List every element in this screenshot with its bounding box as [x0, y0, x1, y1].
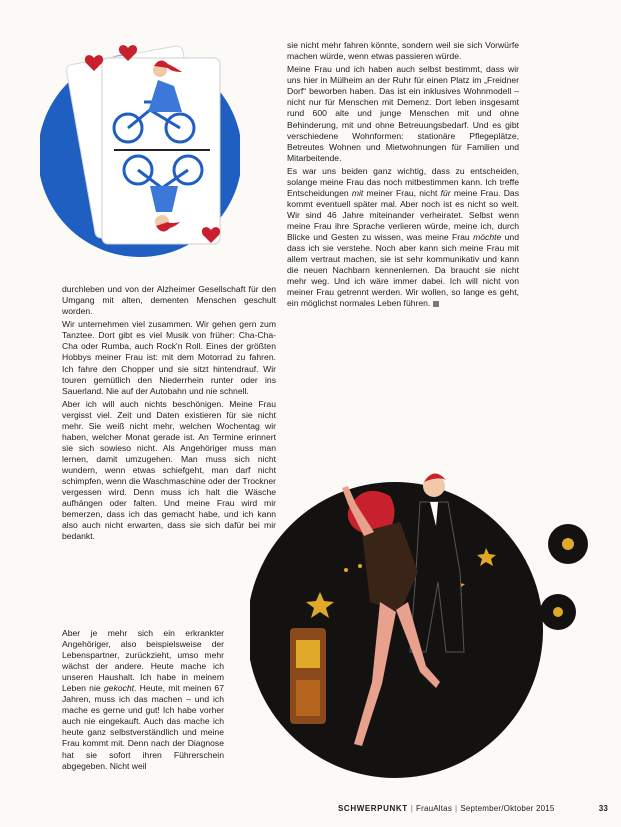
- paragraph-text: Aber je mehr sich ein erkrankter Angehöriger, also beispielsweise der Lebenspartner, zurückzieht, umso mehr wächst der andere. Heute mache ich unseren Haushalt. Ich habe in meinem Leben nie: [62, 628, 224, 694]
- end-of-article-mark: [433, 301, 439, 307]
- emphasis-text: mit: [351, 187, 364, 198]
- paragraph: Meine Frau und ich haben auch selbst bestimmt, dass wir uns hier in Mülheim an der Ruhr für einen Platz im „Freidner Dorf“ beworben haben. Das ist ein inklusives Wohnmodell – nicht nur für Menschen mit Demenz. Dort leben insgesamt rund 600 alte und junge Menschen mit und ohne Behinderung, mit und ohne Betreuungsbedarf. Und es gibt verschiedene Wohnformen: stationäre Pflegeplätze, Betreutes Wohnen und Mietwohnungen für Familien und Mitarbeitende.: [287, 64, 519, 163]
- article-column-right: [287, 40, 519, 312]
- emphasis-text: gekocht: [103, 683, 135, 694]
- page-number: 33: [598, 804, 608, 813]
- paragraph-text: . Heute, mit meinen 67 Jahren, muss ich das machen – und ich mache es gerne und gut! Ich habe vorher auch nie eingekauft. Auch das mache ich heute ganz selbstverständlich und meine Frau kommt mit. Denn nach der Diagnose hat sie sofort ihren Führerschein abgegeben. Nicht weil: [62, 683, 224, 771]
- dancing-couple-illustration: [250, 452, 610, 792]
- paragraph-text: und dass ich sie verstehe. Noch aber kann sich meine Frau mit allem vertraut machen, sie ist sehr kommunikativ und kann die neuen Nachbarn kennenlernen. Da braucht sie nicht mehr weg. Und ich wäre immer dabei. Ich will nicht von meiner Frau getrennt werden. Wir wollen, so lange es geht, ein möglichst normales Leben führen.: [287, 232, 519, 309]
- playing-card-illustration: [40, 40, 240, 270]
- magazine-name: FrauAltas: [416, 804, 453, 813]
- paragraph-text: meiner Frau, nicht: [363, 187, 441, 198]
- paragraph: Wir unternehmen viel zusammen. Wir gehen gern zum Tanztee. Dort gibt es viel Musik von früher: Cha-Cha-Cha oder Rumba, auch Rock'n Roll. Eines der größten Hobbys meiner Frau ist: mit dem Motorrad zu fahren. Ich fahre den Chopper und sie sitzt hintendrauf. Wir touren gemütlich den Niederrhein runter oder ins Sauerland. Nie auf der Autobahn und nie schnell.: [62, 319, 276, 396]
- paragraph: [287, 166, 519, 310]
- star-dot-shape: [358, 564, 362, 568]
- article-column-left: [62, 284, 276, 545]
- emphasis-text: für: [440, 187, 451, 198]
- jukebox-panel-shape: [296, 680, 320, 716]
- footer-separator: |: [455, 804, 458, 813]
- paragraph: Aber ich will auch nichts beschönigen. Meine Frau vergisst viel. Zeit und Daten existieren für sie nicht mehr. Sie weiß nicht mehr, welchen Wochentag wir haben, welcher Monat gerade ist. An Termine erinnert sie sich sowieso nicht. Als Angehöriger muss man lernen, damit umzugehen. Man muss sich nicht wundern, wenn etwas schiefgeht, man darf nicht schimpfen, wenn die Waschmaschine oder der Trockner vergessen wird. Denn muss ich halt die Wäsche aufhängen oder falten. Und meine Frau wird mir bemerzen, dass ich das gemacht habe, und ich kann also auch nicht erwarten, dass sie sich dafür bei mir bedankt.: [62, 398, 276, 542]
- vinyl-label-shape: [562, 538, 574, 550]
- star-dot-shape: [344, 568, 348, 572]
- vinyl-label-shape: [553, 607, 563, 617]
- paragraph: durchleben und von der Alzheimer Gesellschaft für den Umgang mit alten, dementen Menschen geschult worden.: [62, 284, 276, 317]
- paragraph-text: Es war uns beiden ganz wichtig, dass zu entscheiden, solange meine Frau das noch mitbestimmen kann. Ich treffe Entscheidungen: [287, 165, 519, 198]
- paragraph: [62, 628, 224, 772]
- jukebox-panel-shape: [296, 640, 320, 668]
- issue-date: September/Oktober 2015: [460, 804, 555, 813]
- page-footer: [338, 804, 608, 813]
- article-column-left-narrow: [62, 628, 224, 774]
- footer-separator: |: [410, 804, 413, 813]
- paragraph-text: meine Frau. Das kommt eventuell später mal. Aber noch ist es nicht so weit. Wir sind 46 Jahre miteinander verheiratet. Selbst wenn meine Frau ihre Sprache verlieren würde, meine ich, durch Blicke und Gesten zu wissen, was meine Frau: [287, 187, 519, 243]
- section-label: SCHWERPUNKT: [338, 804, 408, 813]
- emphasis-text: möchte: [473, 232, 502, 243]
- paragraph: sie nicht mehr fahren könnte, sondern weil sie sich Vorwürfe machen würde, wenn etwas passieren würde.: [287, 40, 519, 62]
